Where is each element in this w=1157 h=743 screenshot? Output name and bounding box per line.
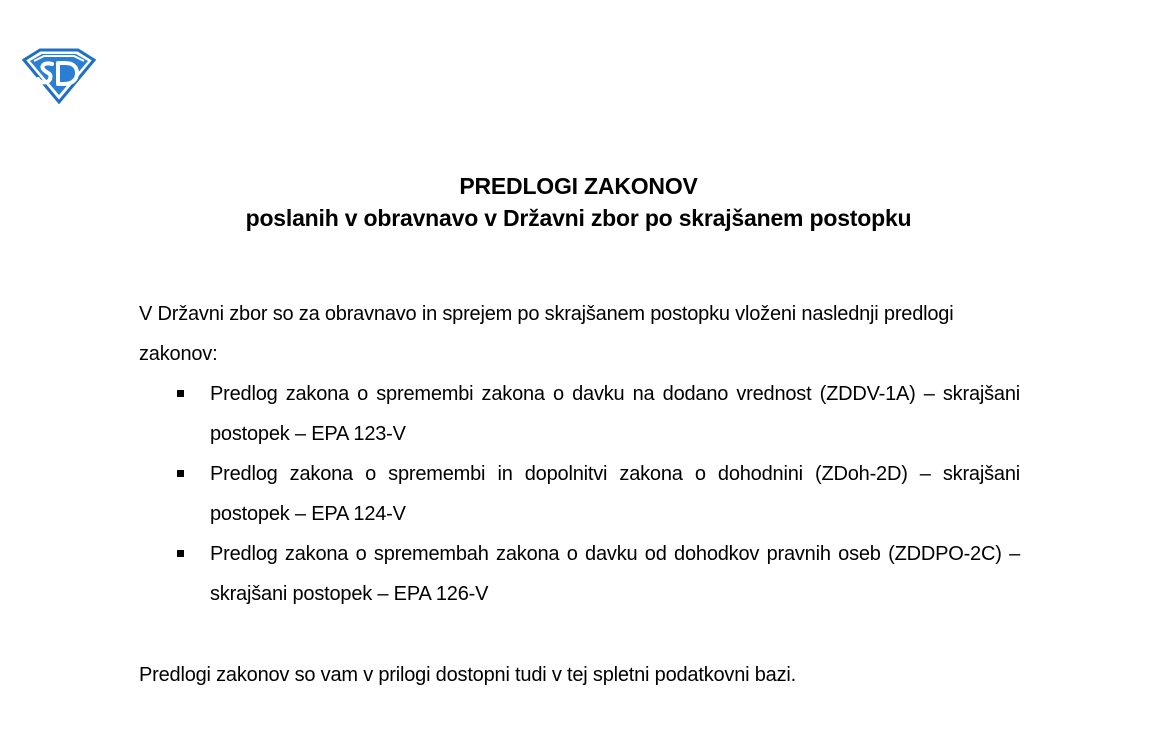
- intro-paragraph: V Državni zbor so za obravnavo in sprejem po skrajšanem postopku vloženi naslednji predlogi zakonov:: [139, 303, 954, 365]
- bill-text: Predlog zakona o spremembi in dopolnitvi zakona o dohodnini (ZDoh-2D) – skrajšani postopek – EPA 124-V: [210, 463, 1020, 525]
- square-bullet-icon: [177, 550, 184, 557]
- closing-paragraph: Predlogi zakonov so vam v prilogi dostopni tudi v tej spletni podatkovni bazi.: [139, 664, 796, 686]
- document-header: [0, 170, 1157, 234]
- square-bullet-icon: [177, 390, 184, 397]
- document-subtitle: poslanih v obravnavo v Državni zbor po skrajšanem postopku: [245, 205, 912, 231]
- bill-list: [139, 374, 1020, 614]
- list-item: [210, 534, 1020, 614]
- document-body: [139, 294, 1020, 695]
- party-logo-icon: [22, 48, 96, 104]
- bill-text: Predlog zakona o spremembah zakona o davku od dohodkov pravnih oseb (ZDDPO-2C) – skrajšani postopek – EPA 126-V: [210, 543, 1020, 605]
- document-title: PREDLOGI ZAKONOV: [459, 173, 698, 199]
- square-bullet-icon: [177, 470, 184, 477]
- bill-text: Predlog zakona o spremembi zakona o davku na dodano vrednost (ZDDV-1A) – skrajšani postopek – EPA 123-V: [210, 383, 1020, 445]
- list-item: [210, 374, 1020, 454]
- list-item: [210, 454, 1020, 534]
